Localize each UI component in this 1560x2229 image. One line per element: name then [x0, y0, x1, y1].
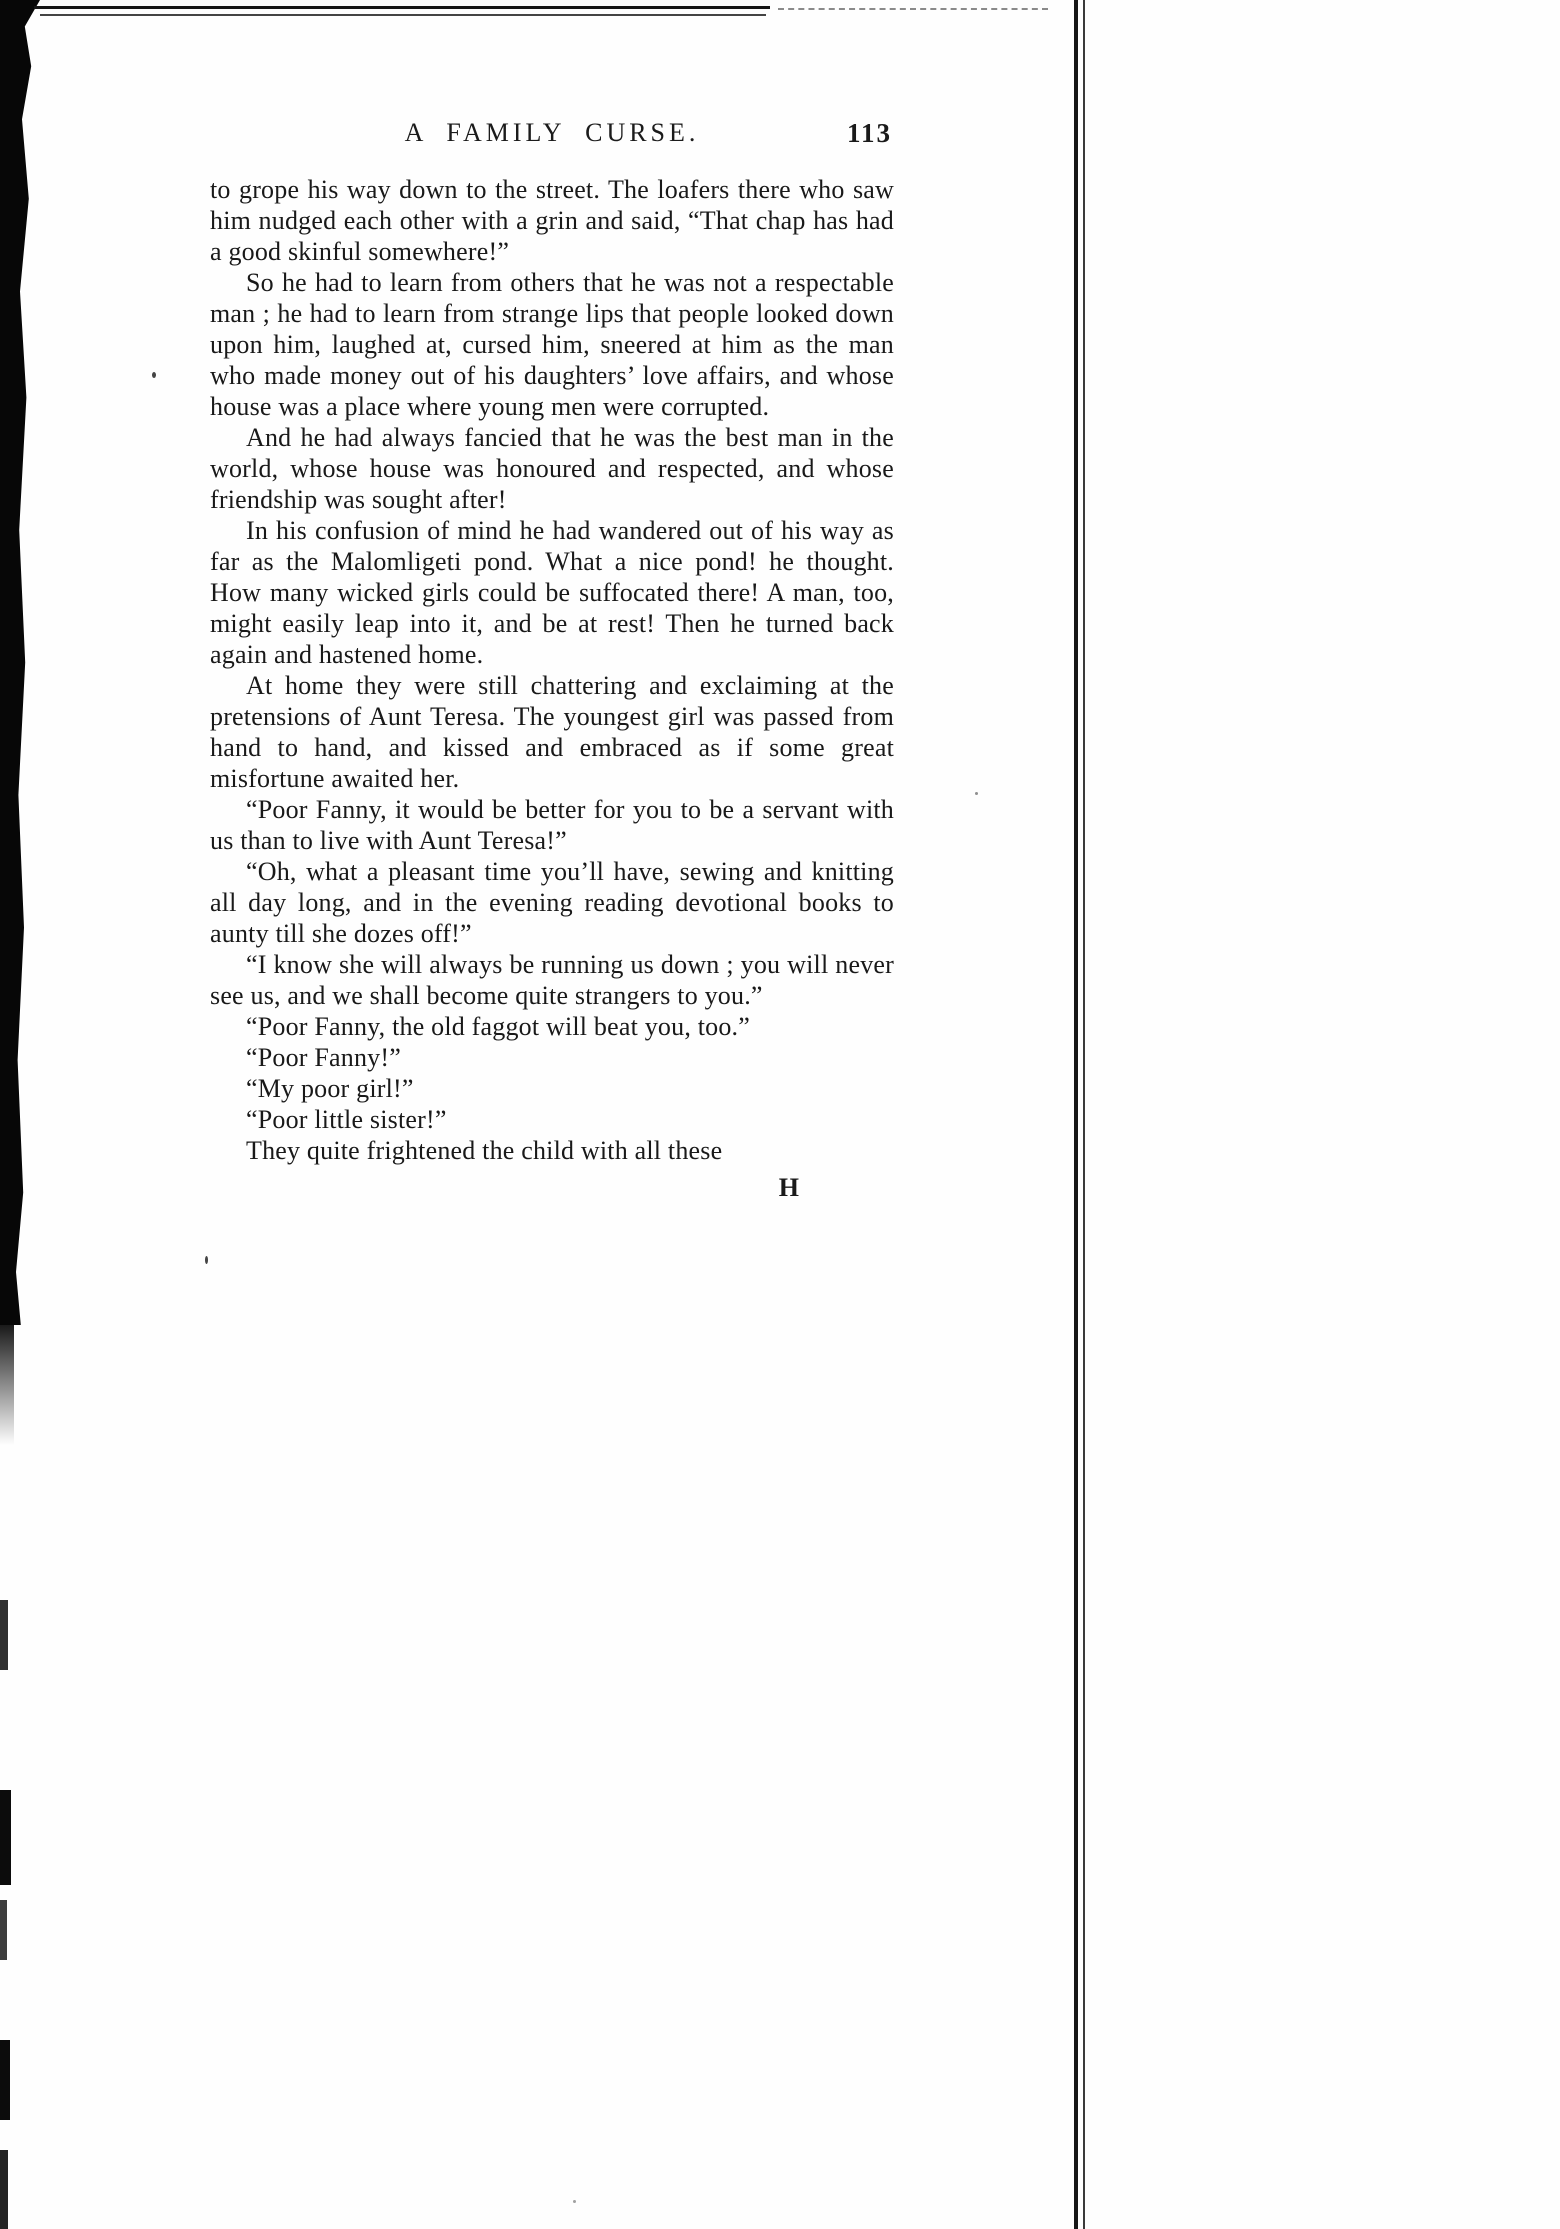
body-paragraph: “Poor Fanny, it would be better for you to be a servant with us than to live with Aunt Teresa!” — [210, 795, 894, 855]
body-paragraph: At home they were still chattering and exclaiming at the pretensions of Aunt Teresa. The youngest girl was passed from hand to hand, and kissed and embraced as if some great misfortune awaited her. — [210, 671, 894, 793]
body-paragraph: “My poor girl!” — [246, 1074, 414, 1103]
page-edge-mark — [0, 1790, 11, 1885]
scan-speck — [152, 372, 156, 378]
body-paragraph: They quite frightened the child with all these — [246, 1136, 723, 1165]
scan-speck — [205, 1256, 208, 1264]
body-paragraph: to grope his way down to the street. The loafers there who saw him nudged each other with a grin and said, “That chap has had a good skinful somewhere!” — [210, 175, 894, 266]
body-paragraph: So he had to learn from others that he was not a respectable man ; he had to learn from strange lips that people looked down upon him, laughed at, cursed him, sneered at him as the man who made money out of his daughters’ love affairs, and whose house was a place where young men were corrupted. — [210, 268, 894, 421]
running-title: A FAMILY CURSE. — [404, 118, 700, 147]
binding-shadow — [0, 0, 40, 1325]
body-paragraph: In his confusion of mind he had wandered out of his way as far as the Malomligeti pond. What a nice pond! he thought. How many wicked girls could be suffocated there! A man, too, might easily leap into it, and be at rest! Then he turned back again and hastened home. — [210, 516, 894, 669]
body-paragraph: “Poor little sister!” — [246, 1105, 447, 1134]
page-header — [210, 118, 894, 160]
body-paragraph: “Oh, what a pleasant time you’ll have, sewing and knitting all day long, and in the evening reading devotional books to aunty till she dozes off!” — [210, 857, 894, 948]
top-edge-line — [34, 6, 770, 9]
body-paragraph: “Poor Fanny, the old faggot will beat you, too.” — [246, 1012, 750, 1041]
right-edge-line — [1083, 0, 1085, 2229]
top-edge-dashed-line — [778, 8, 1048, 10]
page-edge-mark — [0, 2040, 10, 2120]
page-edge-mark — [0, 1600, 8, 1670]
signature-mark: H — [778, 1173, 800, 1202]
body-paragraph: “I know she will always be running us down ; you will never see us, and we shall become quite strangers to you.” — [210, 950, 894, 1010]
body-paragraph: And he had always fancied that he was the best man in the world, whose house was honoured and respected, and whose friendship was sought after! — [210, 423, 894, 514]
page-body — [210, 174, 894, 1166]
top-edge-line — [40, 14, 766, 16]
page-edge-mark — [0, 2150, 8, 2229]
page-edge-mark — [0, 1900, 7, 1960]
binding-shadow-fade — [0, 1325, 14, 1445]
text-block — [210, 118, 894, 1203]
scan-speck — [975, 792, 978, 795]
page-number: 113 — [846, 118, 892, 148]
scan-speck — [573, 2200, 576, 2203]
body-paragraph: “Poor Fanny!” — [246, 1043, 401, 1072]
right-edge-line — [1074, 0, 1078, 2229]
